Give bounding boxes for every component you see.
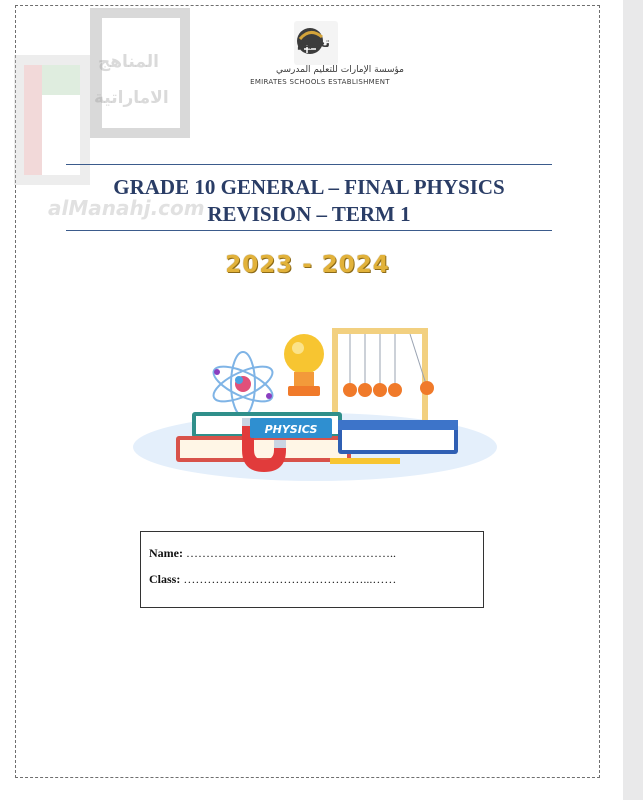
logo-arabic-name: مؤسسة الإمارات للتعليم المدرسي	[276, 65, 404, 75]
title-bottom-rule	[66, 230, 552, 231]
scrollbar-track[interactable]	[623, 0, 643, 800]
page-title	[66, 174, 552, 228]
class-dots: ………………………………………...……	[183, 572, 397, 586]
watermark-text-line1: المناهج	[98, 52, 159, 72]
name-dots: ……………………………………………..	[185, 546, 396, 560]
physics-illustration	[130, 322, 500, 482]
academic-year: 2023 - 2024	[225, 252, 390, 278]
class-label: Class:	[149, 572, 181, 586]
title-line-2: REVISION – TERM 1	[207, 202, 411, 226]
class-field[interactable]	[149, 572, 396, 587]
name-field[interactable]	[149, 546, 396, 561]
watermark-site: alManahj.com	[48, 196, 205, 220]
logo-english-name: EMIRATES SCHOOLS ESTABLISHMENT	[250, 78, 390, 86]
title-line-1: GRADE 10 GENERAL – FINAL PHYSICS	[113, 175, 505, 199]
title-top-rule	[66, 164, 552, 165]
book-label: PHYSICS	[264, 423, 318, 436]
student-info-box	[140, 531, 484, 608]
watermark-text-line2: الاماراتية	[94, 88, 169, 108]
svg-text:تعليم: تعليم	[296, 36, 330, 51]
name-label: Name:	[149, 546, 183, 560]
taleem-logo	[240, 15, 404, 95]
